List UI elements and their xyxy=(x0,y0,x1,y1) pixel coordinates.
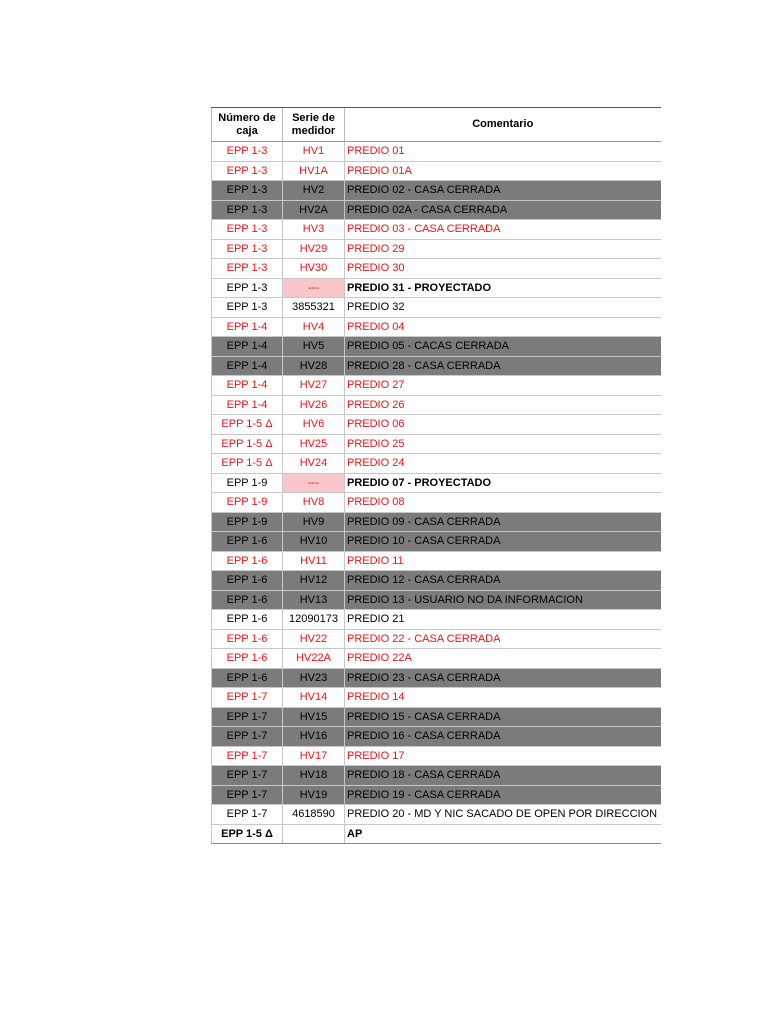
cell-numero-de-caja: EPP 1-3 xyxy=(212,239,283,259)
cell-numero-de-caja: EPP 1-6 xyxy=(212,551,283,571)
cell-comentario: PREDIO 26 xyxy=(345,395,661,415)
cell-comentario: PREDIO 19 - CASA CERRADA xyxy=(345,785,661,805)
cell-comentario: PREDIO 21 xyxy=(345,610,661,630)
cell-serie-de-medidor: HV17 xyxy=(283,746,345,766)
table-row xyxy=(212,142,661,162)
cell-comentario: PREDIO 11 xyxy=(345,551,661,571)
table-row xyxy=(212,512,661,532)
cell-comentario: PREDIO 05 - CACAS CERRADA xyxy=(345,337,661,357)
table-row xyxy=(212,610,661,630)
cell-numero-de-caja: EPP 1-9 xyxy=(212,473,283,493)
cell-serie-de-medidor: HV13 xyxy=(283,590,345,610)
cell-serie-de-medidor: HV10 xyxy=(283,532,345,552)
table-row xyxy=(212,337,661,357)
cell-comentario: PREDIO 02 - CASA CERRADA xyxy=(345,181,661,201)
cell-serie-de-medidor: HV22 xyxy=(283,629,345,649)
cell-serie-de-medidor: HV24 xyxy=(283,454,345,474)
cell-serie-de-medidor: HV23 xyxy=(283,668,345,688)
cell-serie-de-medidor: HV8 xyxy=(283,493,345,513)
table-row xyxy=(212,532,661,552)
cell-serie-de-medidor: HV11 xyxy=(283,551,345,571)
table-row xyxy=(212,805,661,825)
table-row xyxy=(212,571,661,591)
cell-comentario: PREDIO 14 xyxy=(345,688,661,708)
cell-serie-de-medidor: HV19 xyxy=(283,785,345,805)
cell-comentario: PREDIO 32 xyxy=(345,298,661,318)
table-row xyxy=(212,629,661,649)
cell-serie-de-medidor: HV15 xyxy=(283,707,345,727)
cell-serie-de-medidor: HV1 xyxy=(283,142,345,162)
header-serie-de-medidor: Serie de medidor xyxy=(283,108,345,142)
cell-serie-de-medidor: 4618590 xyxy=(283,805,345,825)
cell-serie-de-medidor: HV5 xyxy=(283,337,345,357)
cell-numero-de-caja: EPP 1-9 xyxy=(212,493,283,513)
table-row xyxy=(212,766,661,786)
cell-numero-de-caja: EPP 1-3 xyxy=(212,200,283,220)
cell-numero-de-caja: EPP 1-5 Δ xyxy=(212,415,283,435)
cell-comentario: PREDIO 08 xyxy=(345,493,661,513)
cell-comentario: PREDIO 04 xyxy=(345,317,661,337)
header-comentario: Comentario xyxy=(345,108,661,142)
cell-serie-de-medidor: HV6 xyxy=(283,415,345,435)
table-header-row xyxy=(212,108,661,142)
cell-numero-de-caja: EPP 1-6 xyxy=(212,629,283,649)
cell-serie-de-medidor: HV9 xyxy=(283,512,345,532)
cell-comentario: PREDIO 22A xyxy=(345,649,661,669)
table-row xyxy=(212,181,661,201)
cell-numero-de-caja: EPP 1-3 xyxy=(212,278,283,298)
table-row xyxy=(212,434,661,454)
cell-numero-de-caja: EPP 1-9 xyxy=(212,512,283,532)
table-row xyxy=(212,473,661,493)
cell-serie-de-medidor: HV25 xyxy=(283,434,345,454)
table-row xyxy=(212,376,661,396)
table-row xyxy=(212,278,661,298)
cell-comentario: PREDIO 06 xyxy=(345,415,661,435)
table-row xyxy=(212,746,661,766)
cell-numero-de-caja: EPP 1-3 xyxy=(212,220,283,240)
table-row xyxy=(212,727,661,747)
cell-numero-de-caja: EPP 1-5 Δ xyxy=(212,824,283,844)
cell-numero-de-caja: EPP 1-3 xyxy=(212,259,283,279)
table-row xyxy=(212,649,661,669)
cell-numero-de-caja: EPP 1-7 xyxy=(212,746,283,766)
cell-numero-de-caja: EPP 1-6 xyxy=(212,668,283,688)
table-row xyxy=(212,395,661,415)
table-row xyxy=(212,551,661,571)
cell-comentario: AP xyxy=(345,824,661,844)
table-body xyxy=(212,142,661,844)
cell-serie-de-medidor: HV29 xyxy=(283,239,345,259)
cell-numero-de-caja: EPP 1-7 xyxy=(212,707,283,727)
cell-serie-de-medidor: HV26 xyxy=(283,395,345,415)
cell-serie-de-medidor: HV12 xyxy=(283,571,345,591)
table-row xyxy=(212,688,661,708)
cell-comentario: PREDIO 01 xyxy=(345,142,661,162)
cell-serie-de-medidor: HV2 xyxy=(283,181,345,201)
cell-numero-de-caja: EPP 1-3 xyxy=(212,181,283,201)
cell-serie-de-medidor: HV22A xyxy=(283,649,345,669)
cell-serie-de-medidor: HV4 xyxy=(283,317,345,337)
cell-numero-de-caja: EPP 1-5 Δ xyxy=(212,454,283,474)
cell-serie-de-medidor: HV1A xyxy=(283,161,345,181)
cell-numero-de-caja: EPP 1-4 xyxy=(212,395,283,415)
table-row xyxy=(212,356,661,376)
cell-serie-de-medidor: HV14 xyxy=(283,688,345,708)
table-row xyxy=(212,317,661,337)
cell-comentario: PREDIO 31 - PROYECTADO xyxy=(345,278,661,298)
cell-numero-de-caja: EPP 1-5 Δ xyxy=(212,434,283,454)
table-row xyxy=(212,259,661,279)
cell-numero-de-caja: EPP 1-3 xyxy=(212,161,283,181)
table-row xyxy=(212,785,661,805)
table-row xyxy=(212,161,661,181)
cell-comentario: PREDIO 23 - CASA CERRADA xyxy=(345,668,661,688)
table-row xyxy=(212,239,661,259)
cell-comentario: PREDIO 10 - CASA CERRADA xyxy=(345,532,661,552)
table-row xyxy=(212,298,661,318)
cell-comentario: PREDIO 29 xyxy=(345,239,661,259)
cell-numero-de-caja: EPP 1-4 xyxy=(212,356,283,376)
cell-serie-de-medidor: --- xyxy=(283,473,345,493)
cell-numero-de-caja: EPP 1-7 xyxy=(212,688,283,708)
cell-comentario: PREDIO 03 - CASA CERRADA xyxy=(345,220,661,240)
cell-numero-de-caja: EPP 1-7 xyxy=(212,766,283,786)
cell-comentario: PREDIO 16 - CASA CERRADA xyxy=(345,727,661,747)
cell-numero-de-caja: EPP 1-4 xyxy=(212,317,283,337)
cell-numero-de-caja: EPP 1-4 xyxy=(212,337,283,357)
cell-comentario: PREDIO 30 xyxy=(345,259,661,279)
cell-numero-de-caja: EPP 1-7 xyxy=(212,785,283,805)
cell-comentario: PREDIO 17 xyxy=(345,746,661,766)
cell-numero-de-caja: EPP 1-6 xyxy=(212,610,283,630)
cell-comentario: PREDIO 27 xyxy=(345,376,661,396)
cell-comentario: PREDIO 18 - CASA CERRADA xyxy=(345,766,661,786)
cell-serie-de-medidor: HV18 xyxy=(283,766,345,786)
cell-serie-de-medidor: HV3 xyxy=(283,220,345,240)
cell-comentario: PREDIO 12 - CASA CERRADA xyxy=(345,571,661,591)
table-row xyxy=(212,707,661,727)
table-row xyxy=(212,590,661,610)
meter-table-container xyxy=(211,107,660,844)
cell-numero-de-caja: EPP 1-7 xyxy=(212,727,283,747)
cell-numero-de-caja: EPP 1-7 xyxy=(212,805,283,825)
cell-comentario: PREDIO 09 - CASA CERRADA xyxy=(345,512,661,532)
cell-serie-de-medidor: HV27 xyxy=(283,376,345,396)
cell-numero-de-caja: EPP 1-6 xyxy=(212,571,283,591)
cell-comentario: PREDIO 15 - CASA CERRADA xyxy=(345,707,661,727)
meter-table xyxy=(211,107,661,844)
cell-serie-de-medidor: 3855321 xyxy=(283,298,345,318)
cell-comentario: PREDIO 22 - CASA CERRADA xyxy=(345,629,661,649)
cell-numero-de-caja: EPP 1-6 xyxy=(212,649,283,669)
cell-comentario: PREDIO 20 - MD Y NIC SACADO DE OPEN POR DIRECCION xyxy=(345,805,661,825)
cell-comentario: PREDIO 24 xyxy=(345,454,661,474)
table-row xyxy=(212,668,661,688)
cell-comentario: PREDIO 02A - CASA CERRADA xyxy=(345,200,661,220)
cell-serie-de-medidor: HV16 xyxy=(283,727,345,747)
cell-comentario: PREDIO 07 - PROYECTADO xyxy=(345,473,661,493)
cell-serie-de-medidor: HV2A xyxy=(283,200,345,220)
cell-serie-de-medidor xyxy=(283,824,345,844)
cell-comentario: PREDIO 25 xyxy=(345,434,661,454)
cell-serie-de-medidor: HV28 xyxy=(283,356,345,376)
cell-serie-de-medidor: 12090173 xyxy=(283,610,345,630)
cell-comentario: PREDIO 28 - CASA CERRADA xyxy=(345,356,661,376)
cell-serie-de-medidor: HV30 xyxy=(283,259,345,279)
cell-numero-de-caja: EPP 1-3 xyxy=(212,142,283,162)
cell-serie-de-medidor: --- xyxy=(283,278,345,298)
cell-comentario: PREDIO 01A xyxy=(345,161,661,181)
cell-numero-de-caja: EPP 1-3 xyxy=(212,298,283,318)
table-row xyxy=(212,220,661,240)
table-row xyxy=(212,454,661,474)
table-row xyxy=(212,200,661,220)
cell-numero-de-caja: EPP 1-4 xyxy=(212,376,283,396)
cell-numero-de-caja: EPP 1-6 xyxy=(212,532,283,552)
cell-comentario: PREDIO 13 - USUARIO NO DA INFORMACION xyxy=(345,590,661,610)
table-row xyxy=(212,493,661,513)
table-row xyxy=(212,415,661,435)
header-numero-de-caja: Número de caja xyxy=(212,108,283,142)
cell-numero-de-caja: EPP 1-6 xyxy=(212,590,283,610)
table-row xyxy=(212,824,661,844)
